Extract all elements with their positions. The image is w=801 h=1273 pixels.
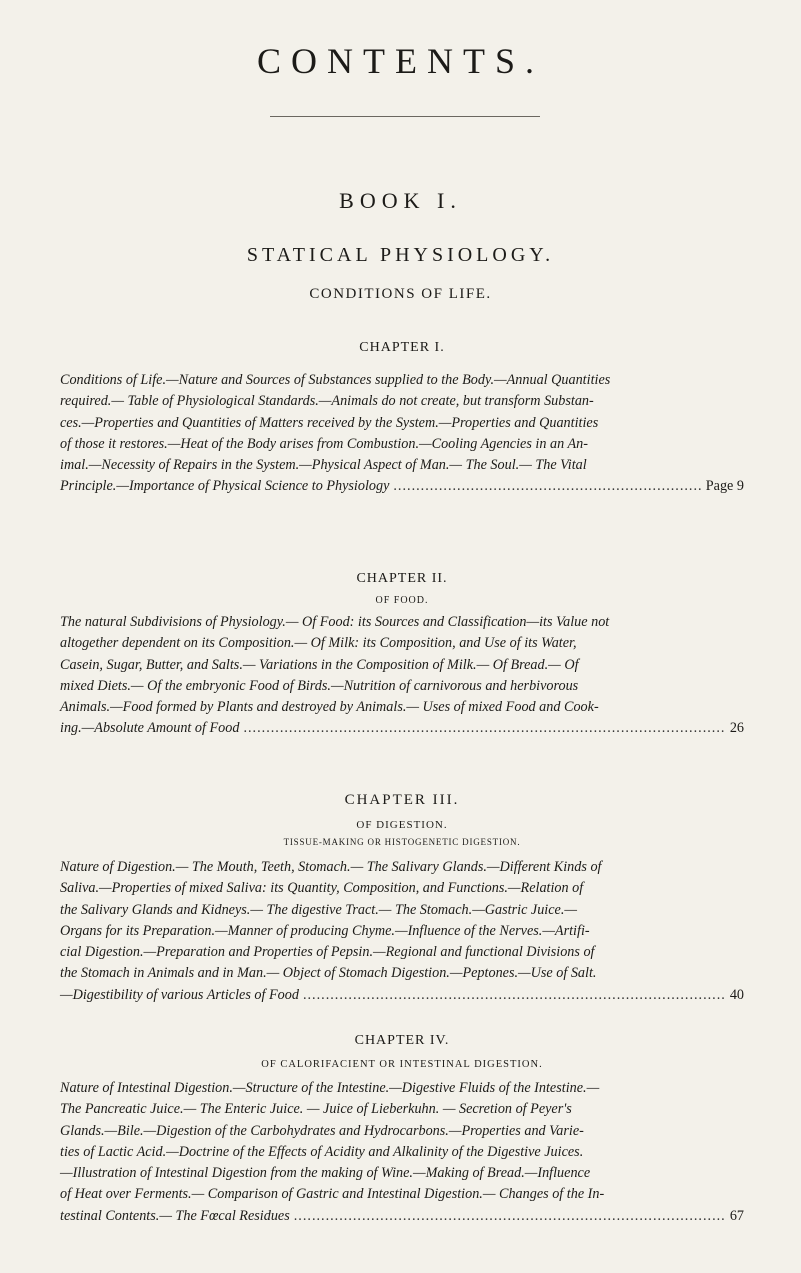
- chapter-summary: [60, 857, 744, 1006]
- summary-line: The Pancreatic Juice.— The Enteric Juice. — Juice of Lieberkuhn. — Secretion of Peyer's: [60, 1101, 572, 1118]
- summary-line: testinal Contents.— The Fœcal Residues: [60, 1207, 290, 1224]
- summary-last-line: [60, 985, 744, 1006]
- chapter-title: CHAPTER IV.: [354, 1033, 450, 1048]
- page-number: 26: [729, 720, 744, 737]
- chapter-4: [60, 1033, 744, 1227]
- chapter-title: CHAPTER III.: [344, 792, 460, 808]
- page-title: CONTENTS.: [257, 41, 544, 81]
- summary-line: altogether dependent on its Composition.— Of Milk: its Composition, and Use of its Water,: [60, 635, 577, 652]
- summary-line: Conditions of Life.—Nature and Sources of Substances supplied to the Body.—Annual Quantities: [60, 372, 611, 388]
- summary-line: Animals.—Food formed by Plants and destroyed by Animals.— Uses of mixed Food and Cook-: [60, 699, 599, 716]
- dot-leader: [393, 476, 701, 497]
- dot-leader: [243, 718, 725, 739]
- summary-line: the Salivary Glands and Kidneys.— The digestive Tract.— The Stomach.—Gastric Juice.—: [60, 901, 578, 918]
- chapter-subtitle: OF DIGESTION.: [356, 819, 448, 831]
- summary-last-line: [60, 1206, 744, 1227]
- chapter-summary: [60, 370, 744, 498]
- summary-line: The natural Subdivisions of Physiology.— Of Food: its Sources and Classification—its Value not: [60, 614, 610, 630]
- summary-line: Principle.—Importance of Physical Science to Physiology: [60, 478, 390, 495]
- summary-line: Organs for its Preparation.—Manner of producing Chyme.—Influence of the Nerves.—Artifi-: [60, 922, 590, 939]
- page-number: 40: [729, 986, 744, 1003]
- title-rule: [270, 116, 540, 117]
- dot-leader: [294, 1206, 726, 1227]
- chapter-title: CHAPTER I.: [359, 340, 445, 355]
- book-subtitle: STATICAL PHYSIOLOGY.: [246, 244, 555, 266]
- summary-last-line: [60, 476, 744, 497]
- summary-line: the Stomach in Animals and in Man.— Object of Stomach Digestion.—Peptones.—Use of Salt.: [60, 965, 597, 982]
- summary-line: Glands.—Bile.—Digestion of the Carbohydrates and Hydrocarbons.—Properties and Varie-: [60, 1122, 584, 1139]
- page-number: 67: [729, 1207, 744, 1224]
- summary-line: Casein, Sugar, Butter, and Salts.— Variations in the Composition of Milk.— Of Bread.— Of: [60, 656, 579, 673]
- summary-line: of Heat over Ferments.— Comparison of Gastric and Intestinal Digestion.— Changes of the In-: [60, 1186, 605, 1203]
- summary-last-line: [60, 718, 744, 739]
- summary-line: —Illustration of Intestinal Digestion from the making of Wine.—Making of Bread.—Influence: [60, 1165, 591, 1182]
- book-heading: CONDITIONS OF LIFE.: [309, 286, 492, 302]
- summary-line: imal.—Necessity of Repairs in the System.—Physical Aspect of Man.— The Soul.— The Vital: [60, 457, 587, 474]
- chapter-1: [60, 340, 744, 498]
- chapter-2: [60, 571, 744, 740]
- book-title: BOOK I.: [339, 188, 462, 213]
- chapter-title: CHAPTER II.: [356, 571, 448, 586]
- dot-leader: [303, 985, 726, 1006]
- summary-line: ces.—Properties and Quantities of Matters received by the System.—Properties and Quantities: [60, 414, 599, 431]
- summary-line: required.— Table of Physiological Standards.—Animals do not create, but transform Substan-: [60, 393, 594, 410]
- summary-line: Nature of Digestion.— The Mouth, Teeth, Stomach.— The Salivary Glands.—Different Kinds of: [60, 859, 602, 875]
- chapter-subsubtitle: TISSUE-MAKING OR HISTOGENETIC DIGESTION.: [283, 837, 521, 847]
- summary-line: —Digestibility of various Articles of Food: [60, 986, 299, 1003]
- summary-line: of those it restores.—Heat of the Body arises from Combustion.—Cooling Agencies in an An-: [60, 435, 588, 452]
- summary-line: Saliva.—Properties of mixed Saliva: its Quantity, Composition, and Functions.—Relation of: [60, 880, 584, 897]
- summary-line: cial Digestion.—Preparation and Properties of Pepsin.—Regional and functional Divisions of: [60, 944, 595, 961]
- chapter-summary: [60, 612, 744, 740]
- chapter-3: [60, 792, 744, 1006]
- summary-line: mixed Diets.— Of the embryonic Food of Birds.—Nutrition of carnivorous and herbivorous: [60, 677, 579, 694]
- chapter-subtitle: OF FOOD.: [375, 595, 429, 606]
- summary-line: ing.—Absolute Amount of Food: [60, 720, 240, 737]
- chapter-summary: [60, 1078, 744, 1227]
- chapter-subtitle: OF CALORIFACIENT OR INTESTINAL DIGESTION.: [261, 1059, 543, 1070]
- page-number: Page 9: [705, 478, 744, 495]
- summary-line: Nature of Intestinal Digestion.—Structure of the Intestine.—Digestive Fluids of the Intestine.—: [60, 1080, 600, 1096]
- summary-line: ties of Lactic Acid.—Doctrine of the Effects of Acidity and Alkalinity of the Digestive Juices.: [60, 1143, 584, 1160]
